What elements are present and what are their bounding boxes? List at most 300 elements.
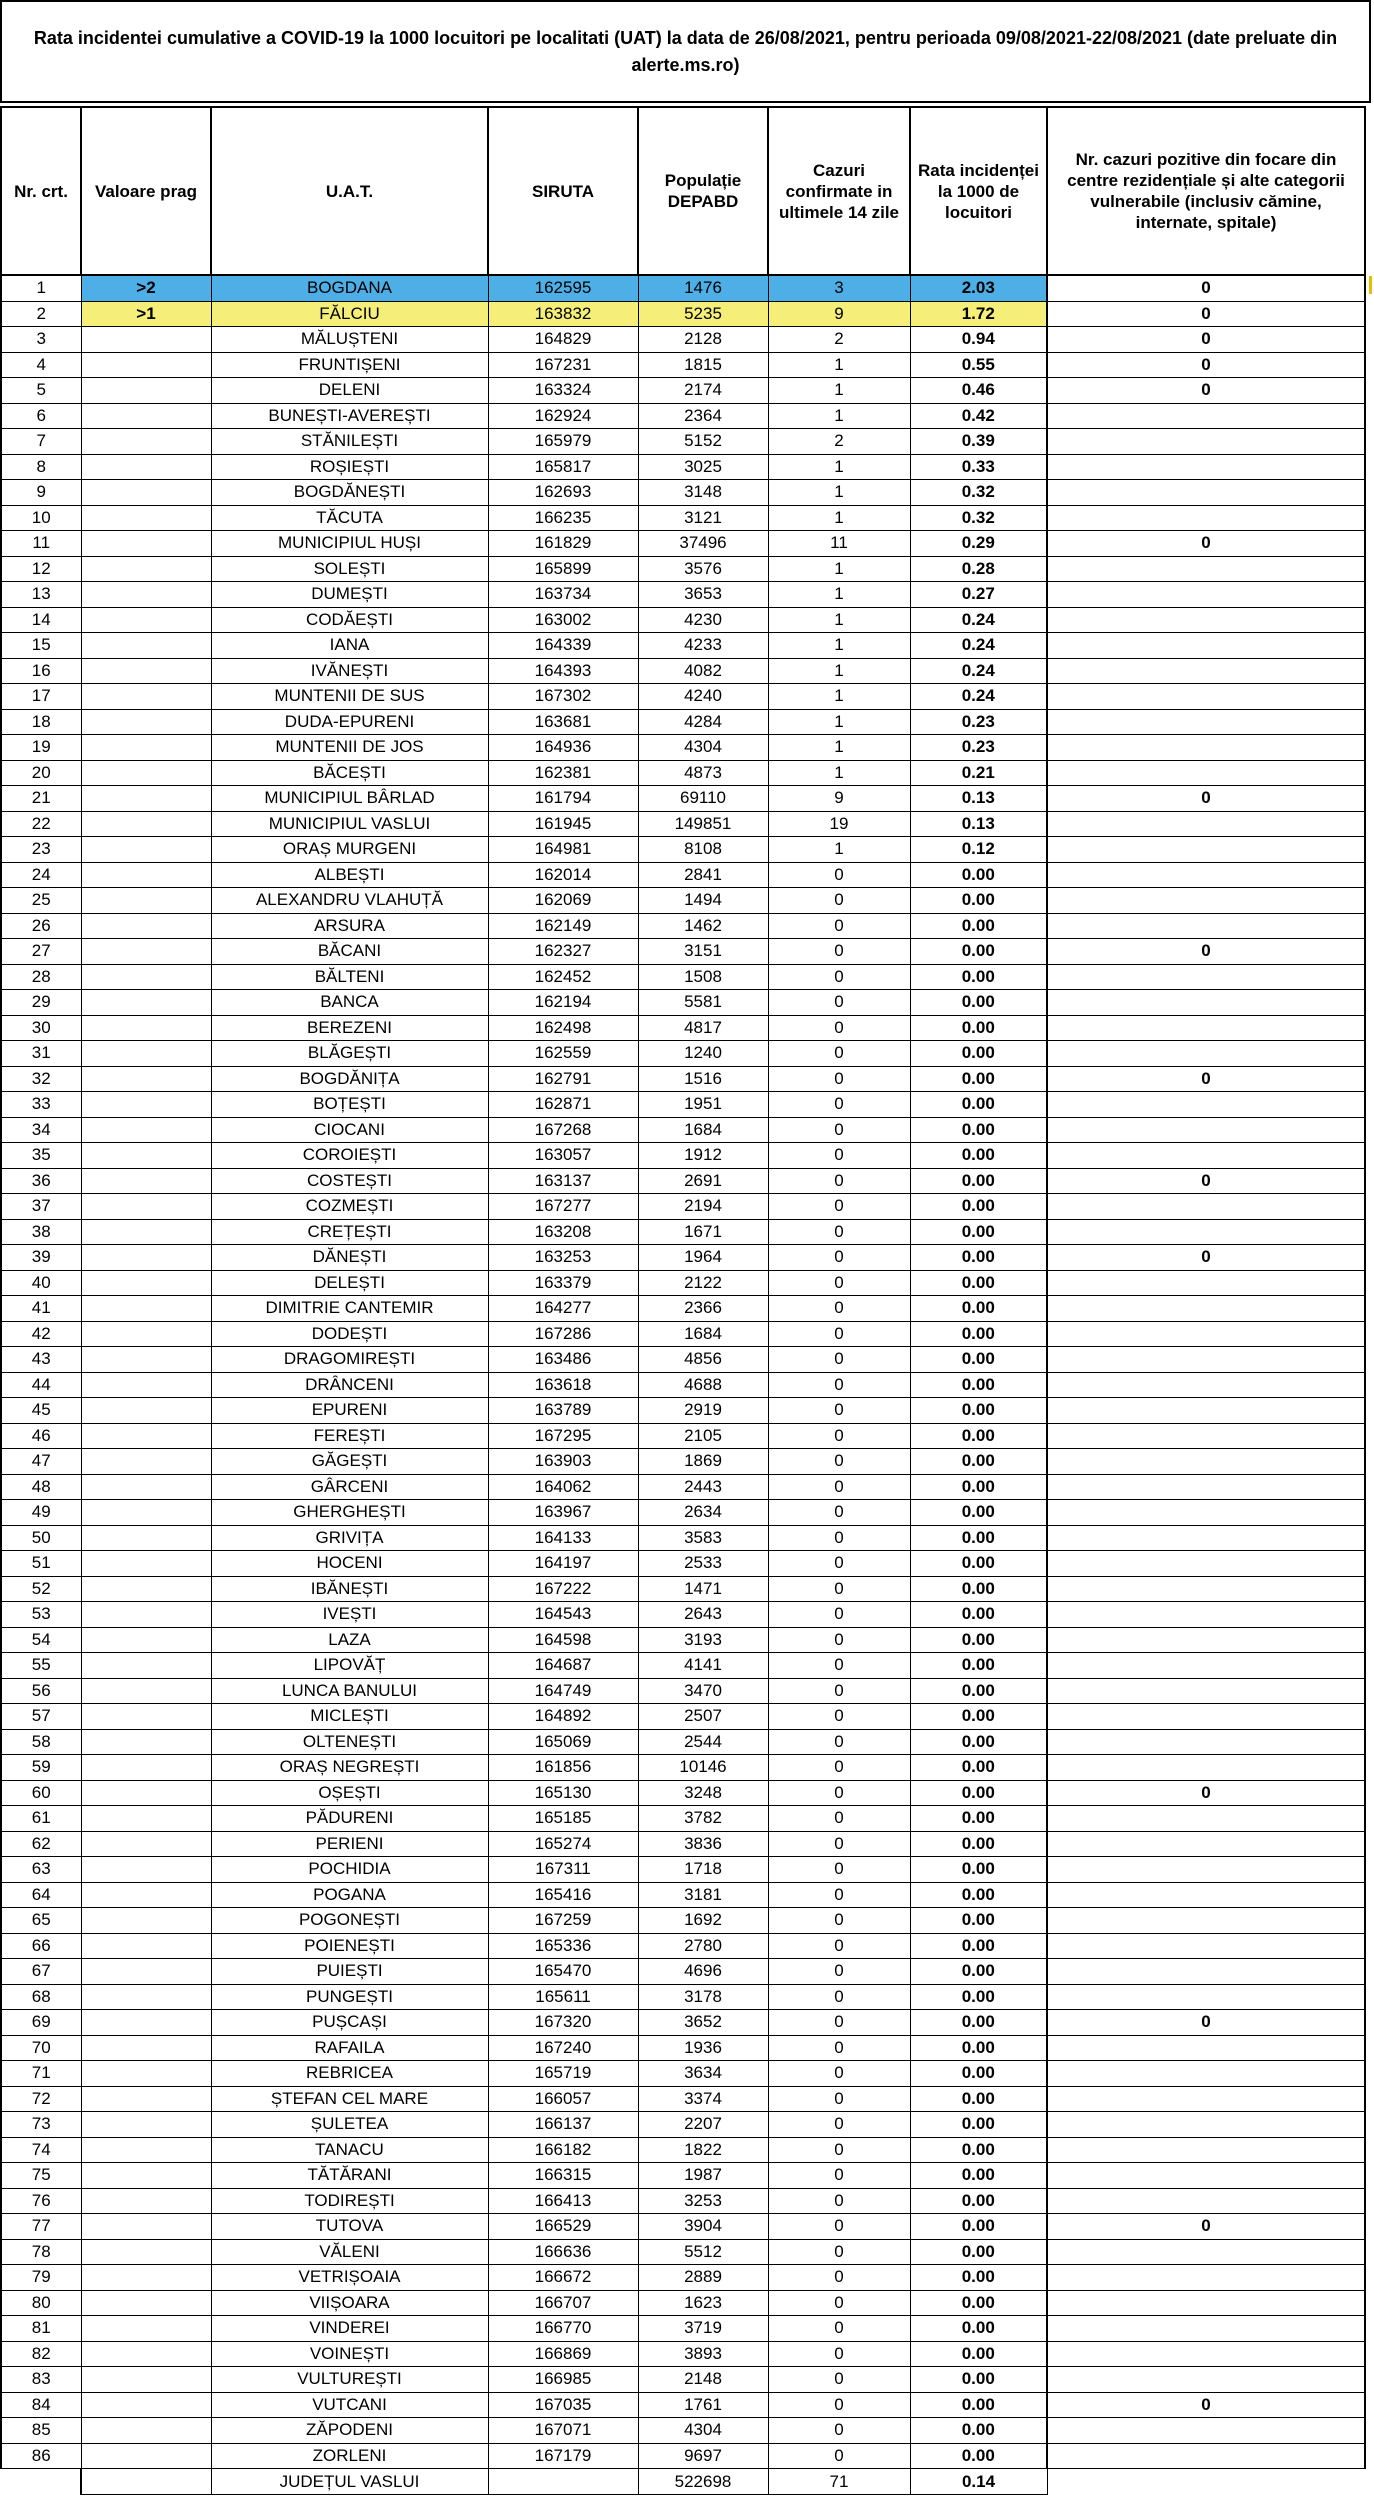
cell-nr[interactable]: 69 (1, 2010, 81, 2036)
cell-rata[interactable]: 0.00 (910, 862, 1047, 888)
cell-prag[interactable] (81, 760, 211, 786)
cell-nr[interactable]: 39 (1, 1245, 81, 1271)
cell-populatie[interactable]: 1684 (638, 1321, 768, 1347)
cell-nr[interactable]: 27 (1, 939, 81, 965)
cell-cazuri[interactable]: 0 (768, 2265, 910, 2291)
cell-rata[interactable]: 0.00 (910, 2188, 1047, 2214)
cell-rata[interactable]: 0.00 (910, 2367, 1047, 2393)
cell-rata[interactable]: 0.13 (910, 811, 1047, 837)
cell-prag[interactable] (81, 1576, 211, 1602)
cell-rata[interactable]: 0.00 (910, 1882, 1047, 1908)
cell-populatie[interactable]: 3181 (638, 1882, 768, 1908)
cell-nr[interactable]: 61 (1, 1806, 81, 1832)
cell-siruta[interactable]: 165416 (488, 1882, 638, 1908)
cell-focare[interactable] (1047, 964, 1365, 990)
cell-focare[interactable] (1047, 2061, 1365, 2087)
cell-nr[interactable]: 21 (1, 786, 81, 812)
cell-prag[interactable] (81, 709, 211, 735)
cell-cazuri[interactable]: 1 (768, 505, 910, 531)
cell-rata[interactable]: 0.39 (910, 429, 1047, 455)
cell-rata[interactable]: 0.00 (910, 2239, 1047, 2265)
cell-nr[interactable]: 31 (1, 1041, 81, 1067)
cell-focare[interactable] (1047, 480, 1365, 506)
cell-cazuri[interactable]: 0 (768, 1347, 910, 1373)
cell-populatie[interactable]: 2889 (638, 2265, 768, 2291)
cell-siruta[interactable]: 167071 (488, 2418, 638, 2444)
cell-uat[interactable]: IBĂNEȘTI (211, 1576, 488, 1602)
cell-focare[interactable] (1047, 1831, 1365, 1857)
cell-focare[interactable] (1047, 1882, 1365, 1908)
cell-nr[interactable]: 8 (1, 454, 81, 480)
cell-rata[interactable]: 0.00 (910, 913, 1047, 939)
cell-populatie[interactable]: 3025 (638, 454, 768, 480)
cell-uat[interactable]: BOȚEȘTI (211, 1092, 488, 1118)
cell-siruta[interactable]: 165899 (488, 556, 638, 582)
cell-populatie[interactable]: 3151 (638, 939, 768, 965)
cell-rata[interactable]: 0.00 (910, 2316, 1047, 2342)
cell-prag[interactable] (81, 1857, 211, 1883)
cell-uat[interactable]: ȘULETEA (211, 2112, 488, 2138)
cell-nr[interactable]: 56 (1, 1678, 81, 1704)
cell-prag[interactable] (81, 1678, 211, 1704)
cell-rata[interactable]: 0.32 (910, 505, 1047, 531)
cell-prag[interactable] (81, 1449, 211, 1475)
cell-prag[interactable] (81, 2163, 211, 2189)
cell-focare[interactable] (1047, 1806, 1365, 1832)
cell-cazuri[interactable]: 0 (768, 913, 910, 939)
cell-prag[interactable] (81, 2265, 211, 2291)
cell-populatie[interactable]: 3193 (638, 1627, 768, 1653)
cell-prag[interactable] (81, 1831, 211, 1857)
cell-focare[interactable] (1047, 2239, 1365, 2265)
cell-nr[interactable]: 66 (1, 1933, 81, 1959)
cell-focare[interactable]: 0 (1047, 2392, 1365, 2418)
cell-nr[interactable]: 7 (1, 429, 81, 455)
cell-cazuri[interactable]: 19 (768, 811, 910, 837)
cell-prag[interactable] (81, 786, 211, 812)
total-label[interactable]: JUDEȚUL VASLUI (211, 2469, 488, 2495)
cell-focare[interactable] (1047, 429, 1365, 455)
cell-focare[interactable] (1047, 1270, 1365, 1296)
cell-cazuri[interactable]: 0 (768, 2010, 910, 2036)
cell-focare[interactable] (1047, 1959, 1365, 1985)
cell-siruta[interactable]: 164981 (488, 837, 638, 863)
cell-rata[interactable]: 0.28 (910, 556, 1047, 582)
cell-siruta[interactable]: 165817 (488, 454, 638, 480)
cell-populatie[interactable]: 4817 (638, 1015, 768, 1041)
cell-focare[interactable] (1047, 2290, 1365, 2316)
cell-rata[interactable]: 0.00 (910, 2061, 1047, 2087)
cell-uat[interactable]: POGANA (211, 1882, 488, 1908)
cell-rata[interactable]: 0.00 (910, 1551, 1047, 1577)
cell-uat[interactable]: REBRICEA (211, 2061, 488, 2087)
cell-uat[interactable]: LIPOVĂȚ (211, 1653, 488, 1679)
cell-nr[interactable]: 9 (1, 480, 81, 506)
cell-uat[interactable]: VULTUREȘTI (211, 2367, 488, 2393)
cell-cazuri[interactable]: 0 (768, 1117, 910, 1143)
cell-cazuri[interactable]: 0 (768, 1984, 910, 2010)
cell-prag[interactable] (81, 1398, 211, 1424)
cell-populatie[interactable]: 3653 (638, 582, 768, 608)
cell-prag[interactable] (81, 429, 211, 455)
cell-cazuri[interactable]: 0 (768, 1066, 910, 1092)
cell-rata[interactable]: 0.00 (910, 1347, 1047, 1373)
cell-cazuri[interactable]: 3 (768, 275, 910, 301)
cell-prag[interactable] (81, 607, 211, 633)
cell-populatie[interactable]: 3178 (638, 1984, 768, 2010)
cell-focare[interactable] (1047, 633, 1365, 659)
cell-uat[interactable]: IVEȘTI (211, 1602, 488, 1628)
cell-rata[interactable]: 2.03 (910, 275, 1047, 301)
cell-populatie[interactable]: 3652 (638, 2010, 768, 2036)
cell-uat[interactable]: EPURENI (211, 1398, 488, 1424)
cell-cazuri[interactable]: 0 (768, 1831, 910, 1857)
cell-cazuri[interactable]: 0 (768, 1168, 910, 1194)
cell-nr[interactable]: 16 (1, 658, 81, 684)
cell-prag[interactable] (81, 2392, 211, 2418)
cell-siruta[interactable]: 162595 (488, 275, 638, 301)
cell-cazuri[interactable]: 0 (768, 1551, 910, 1577)
cell-nr[interactable]: 1 (1, 275, 81, 301)
cell-populatie[interactable]: 3470 (638, 1678, 768, 1704)
cell-siruta[interactable]: 165336 (488, 1933, 638, 1959)
cell-cazuri[interactable]: 0 (768, 1653, 910, 1679)
cell-focare[interactable] (1047, 709, 1365, 735)
cell-uat[interactable]: POIENEȘTI (211, 1933, 488, 1959)
cell-cazuri[interactable]: 0 (768, 1959, 910, 1985)
cell-cazuri[interactable]: 0 (768, 1602, 910, 1628)
cell-focare[interactable] (1047, 1474, 1365, 1500)
cell-prag[interactable] (81, 2239, 211, 2265)
cell-populatie[interactable]: 2207 (638, 2112, 768, 2138)
cell-populatie[interactable]: 3719 (638, 2316, 768, 2342)
cell-uat[interactable]: VINDEREI (211, 2316, 488, 2342)
cell-uat[interactable]: BLĂGEȘTI (211, 1041, 488, 1067)
cell-focare[interactable] (1047, 607, 1365, 633)
cell-siruta[interactable]: 166413 (488, 2188, 638, 2214)
cell-uat[interactable]: DRÂNCENI (211, 1372, 488, 1398)
cell-rata[interactable]: 0.00 (910, 1474, 1047, 1500)
cell-prag[interactable] (81, 1780, 211, 1806)
cell-prag[interactable] (81, 939, 211, 965)
cell-nr[interactable]: 14 (1, 607, 81, 633)
cell-uat[interactable]: BEREZENI (211, 1015, 488, 1041)
cell-prag[interactable] (81, 811, 211, 837)
cell-focare[interactable] (1047, 2137, 1365, 2163)
cell-uat[interactable]: PERIENI (211, 1831, 488, 1857)
cell-nr[interactable]: 76 (1, 2188, 81, 2214)
cell-focare[interactable]: 0 (1047, 352, 1365, 378)
cell-focare[interactable] (1047, 1602, 1365, 1628)
cell-prag[interactable] (81, 837, 211, 863)
cell-uat[interactable]: DELENI (211, 378, 488, 404)
cell-focare[interactable]: 0 (1047, 1780, 1365, 1806)
cell-populatie[interactable]: 2691 (638, 1168, 768, 1194)
cell-uat[interactable]: DUMEȘTI (211, 582, 488, 608)
cell-siruta[interactable]: 164277 (488, 1296, 638, 1322)
cell-prag[interactable] (81, 1653, 211, 1679)
cell-prag[interactable] (81, 1270, 211, 1296)
cell-cazuri[interactable]: 0 (768, 2290, 910, 2316)
cell-prag[interactable] (81, 2086, 211, 2112)
cell-populatie[interactable]: 4284 (638, 709, 768, 735)
cell-focare[interactable] (1047, 505, 1365, 531)
cell-siruta[interactable]: 167311 (488, 1857, 638, 1883)
cell-siruta[interactable]: 166636 (488, 2239, 638, 2265)
cell-nr[interactable]: 52 (1, 1576, 81, 1602)
cell-siruta[interactable]: 163379 (488, 1270, 638, 1296)
cell-siruta[interactable]: 163618 (488, 1372, 638, 1398)
cell-prag[interactable] (81, 2188, 211, 2214)
cell-siruta[interactable]: 164543 (488, 1602, 638, 1628)
cell-uat[interactable]: COSTEȘTI (211, 1168, 488, 1194)
cell-focare[interactable] (1047, 990, 1365, 1016)
cell-prag[interactable] (81, 2443, 211, 2469)
cell-nr[interactable]: 75 (1, 2163, 81, 2189)
cell-siruta[interactable]: 163832 (488, 301, 638, 327)
cell-rata[interactable]: 0.00 (910, 1143, 1047, 1169)
cell-populatie[interactable]: 2643 (638, 1602, 768, 1628)
cell-populatie[interactable]: 2634 (638, 1500, 768, 1526)
cell-uat[interactable]: DIMITRIE CANTEMIR (211, 1296, 488, 1322)
cell-prag[interactable] (81, 1959, 211, 1985)
cell-nr[interactable]: 20 (1, 760, 81, 786)
cell-uat[interactable]: ZORLENI (211, 2443, 488, 2469)
cell-nr[interactable]: 55 (1, 1653, 81, 1679)
cell-prag[interactable] (81, 735, 211, 761)
cell-cazuri[interactable]: 0 (768, 1372, 910, 1398)
cell-prag[interactable] (81, 1296, 211, 1322)
cell-rata[interactable]: 0.00 (910, 1984, 1047, 2010)
cell-rata[interactable]: 0.00 (910, 990, 1047, 1016)
cell-focare[interactable]: 0 (1047, 378, 1365, 404)
cell-populatie[interactable]: 3904 (638, 2214, 768, 2240)
cell-cazuri[interactable]: 1 (768, 607, 910, 633)
cell-siruta[interactable]: 167240 (488, 2035, 638, 2061)
cell-focare[interactable] (1047, 1576, 1365, 1602)
cell-cazuri[interactable]: 0 (768, 1219, 910, 1245)
cell-rata[interactable]: 0.00 (910, 1525, 1047, 1551)
cell-prag[interactable] (81, 1500, 211, 1526)
cell-siruta[interactable]: 166672 (488, 2265, 638, 2291)
cell-rata[interactable]: 0.13 (910, 786, 1047, 812)
cell-focare[interactable] (1047, 1372, 1365, 1398)
cell-cazuri[interactable]: 0 (768, 2443, 910, 2469)
cell-siruta[interactable]: 167302 (488, 684, 638, 710)
cell-uat[interactable]: BĂCANI (211, 939, 488, 965)
cell-cazuri[interactable]: 0 (768, 1041, 910, 1067)
cell-siruta[interactable]: 166182 (488, 2137, 638, 2163)
cell-prag[interactable] (81, 2290, 211, 2316)
cell-populatie[interactable]: 1240 (638, 1041, 768, 1067)
cell-populatie[interactable]: 3836 (638, 1831, 768, 1857)
cell-prag[interactable] (81, 403, 211, 429)
cell-nr[interactable]: 41 (1, 1296, 81, 1322)
cell-rata[interactable]: 0.00 (910, 939, 1047, 965)
cell-nr[interactable]: 81 (1, 2316, 81, 2342)
cell-focare[interactable] (1047, 2086, 1365, 2112)
cell-rata[interactable]: 0.00 (910, 1321, 1047, 1347)
cell-prag[interactable] (81, 378, 211, 404)
cell-uat[interactable]: PUȘCAȘI (211, 2010, 488, 2036)
cell-prag[interactable] (81, 1704, 211, 1730)
cell-siruta[interactable]: 162452 (488, 964, 638, 990)
cell-focare[interactable] (1047, 2188, 1365, 2214)
cell-siruta[interactable]: 162381 (488, 760, 638, 786)
cell-rata[interactable]: 0.00 (910, 1270, 1047, 1296)
cell-populatie[interactable]: 1494 (638, 888, 768, 914)
cell-populatie[interactable]: 3576 (638, 556, 768, 582)
cell-nr[interactable]: 59 (1, 1755, 81, 1781)
cell-cazuri[interactable]: 0 (768, 990, 910, 1016)
cell-cazuri[interactable]: 0 (768, 862, 910, 888)
cell-cazuri[interactable]: 1 (768, 378, 910, 404)
cell-siruta[interactable]: 167295 (488, 1423, 638, 1449)
cell-prag[interactable] (81, 2010, 211, 2036)
cell-focare[interactable] (1047, 1423, 1365, 1449)
cell-prag[interactable] (81, 2214, 211, 2240)
cell-populatie[interactable]: 3148 (638, 480, 768, 506)
cell-cazuri[interactable]: 0 (768, 1398, 910, 1424)
cell-focare[interactable] (1047, 403, 1365, 429)
cell-cazuri[interactable]: 1 (768, 633, 910, 659)
cell-prag[interactable] (81, 1525, 211, 1551)
cell-prag[interactable] (81, 1729, 211, 1755)
cell-uat[interactable]: MUNTENII DE JOS (211, 735, 488, 761)
cell-siruta[interactable]: 162871 (488, 1092, 638, 1118)
cell-populatie[interactable]: 2780 (638, 1933, 768, 1959)
cell-siruta[interactable]: 163681 (488, 709, 638, 735)
cell-cazuri[interactable]: 0 (768, 1296, 910, 1322)
cell-nr[interactable]: 85 (1, 2418, 81, 2444)
cell-siruta[interactable]: 163967 (488, 1500, 638, 1526)
cell-prag[interactable] (81, 684, 211, 710)
cell-cazuri[interactable]: 0 (768, 1882, 910, 1908)
cell-rata[interactable]: 0.00 (910, 2418, 1047, 2444)
cell-nr[interactable]: 82 (1, 2341, 81, 2367)
cell-populatie[interactable]: 4873 (638, 760, 768, 786)
cell-populatie[interactable]: 10146 (638, 1755, 768, 1781)
cell-rata[interactable]: 0.00 (910, 2341, 1047, 2367)
cell-cazuri[interactable]: 0 (768, 1704, 910, 1730)
cell-cazuri[interactable]: 0 (768, 1678, 910, 1704)
cell-nr[interactable]: 86 (1, 2443, 81, 2469)
cell-prag[interactable] (81, 1347, 211, 1373)
cell-uat[interactable]: DRAGOMIREȘTI (211, 1347, 488, 1373)
cell-siruta[interactable]: 164062 (488, 1474, 638, 1500)
cell-rata[interactable]: 0.00 (910, 964, 1047, 990)
cell-populatie[interactable]: 1508 (638, 964, 768, 990)
cell-nr[interactable]: 15 (1, 633, 81, 659)
cell-uat[interactable]: SOLEȘTI (211, 556, 488, 582)
cell-populatie[interactable]: 2366 (638, 1296, 768, 1322)
cell-nr[interactable]: 40 (1, 1270, 81, 1296)
cell-nr[interactable]: 65 (1, 1908, 81, 1934)
cell-rata[interactable]: 0.21 (910, 760, 1047, 786)
cell-nr[interactable]: 24 (1, 862, 81, 888)
cell-cazuri[interactable]: 1 (768, 352, 910, 378)
cell-rata[interactable]: 0.00 (910, 2290, 1047, 2316)
cell-prag[interactable] (81, 888, 211, 914)
cell-prag[interactable] (81, 454, 211, 480)
cell-siruta[interactable]: 163486 (488, 1347, 638, 1373)
cell-cazuri[interactable]: 0 (768, 1525, 910, 1551)
cell-focare[interactable] (1047, 1500, 1365, 1526)
cell-focare[interactable] (1047, 811, 1365, 837)
cell-uat[interactable]: CREȚEȘTI (211, 1219, 488, 1245)
cell-rata[interactable]: 0.24 (910, 607, 1047, 633)
cell-uat[interactable]: POGONEȘTI (211, 1908, 488, 1934)
cell-cazuri[interactable]: 0 (768, 2367, 910, 2393)
cell-populatie[interactable]: 4856 (638, 1347, 768, 1373)
cell-cazuri[interactable]: 0 (768, 1857, 910, 1883)
cell-cazuri[interactable]: 11 (768, 531, 910, 557)
cell-nr[interactable]: 37 (1, 1194, 81, 1220)
cell-siruta[interactable]: 161945 (488, 811, 638, 837)
cell-prag[interactable] (81, 531, 211, 557)
cell-nr[interactable]: 35 (1, 1143, 81, 1169)
cell-cazuri[interactable]: 0 (768, 1194, 910, 1220)
cell-rata[interactable]: 0.23 (910, 709, 1047, 735)
cell-cazuri[interactable]: 0 (768, 1474, 910, 1500)
cell-focare[interactable] (1047, 2316, 1365, 2342)
cell-prag[interactable] (81, 1882, 211, 1908)
cell-uat[interactable]: POCHIDIA (211, 1857, 488, 1883)
cell-uat[interactable]: BUNEȘTI-AVEREȘTI (211, 403, 488, 429)
cell-cazuri[interactable]: 0 (768, 2316, 910, 2342)
cell-cazuri[interactable]: 0 (768, 888, 910, 914)
cell-uat[interactable]: IANA (211, 633, 488, 659)
cell-rata[interactable]: 0.00 (910, 1933, 1047, 1959)
cell-cazuri[interactable]: 0 (768, 1245, 910, 1271)
cell-focare[interactable] (1047, 913, 1365, 939)
cell-nr[interactable]: 72 (1, 2086, 81, 2112)
cell-rata[interactable]: 0.94 (910, 327, 1047, 353)
cell-prag[interactable] (81, 582, 211, 608)
cell-uat[interactable]: DUDA-EPURENI (211, 709, 488, 735)
cell-siruta[interactable]: 162014 (488, 862, 638, 888)
cell-populatie[interactable]: 4696 (638, 1959, 768, 1985)
cell-nr[interactable]: 54 (1, 1627, 81, 1653)
cell-cazuri[interactable]: 0 (768, 1270, 910, 1296)
cell-populatie[interactable]: 1869 (638, 1449, 768, 1475)
cell-cazuri[interactable]: 1 (768, 760, 910, 786)
cell-cazuri[interactable]: 1 (768, 684, 910, 710)
cell-populatie[interactable]: 1671 (638, 1219, 768, 1245)
cell-uat[interactable]: VĂLENI (211, 2239, 488, 2265)
cell-focare[interactable] (1047, 2367, 1365, 2393)
cell-siruta[interactable]: 167179 (488, 2443, 638, 2469)
cell-focare[interactable]: 0 (1047, 1245, 1365, 1271)
cell-populatie[interactable]: 1822 (638, 2137, 768, 2163)
cell-rata[interactable]: 0.00 (910, 2214, 1047, 2240)
cell-rata[interactable]: 0.00 (910, 1780, 1047, 1806)
cell-populatie[interactable]: 3121 (638, 505, 768, 531)
cell-focare[interactable] (1047, 2265, 1365, 2291)
cell-rata[interactable]: 0.00 (910, 1678, 1047, 1704)
cell-populatie[interactable]: 2194 (638, 1194, 768, 1220)
cell-focare[interactable] (1047, 1398, 1365, 1424)
cell-nr[interactable]: 18 (1, 709, 81, 735)
cell-prag[interactable] (81, 1806, 211, 1832)
cell-rata[interactable]: 0.00 (910, 1602, 1047, 1628)
cell-focare[interactable] (1047, 1933, 1365, 1959)
cell-focare[interactable] (1047, 658, 1365, 684)
cell-prag[interactable] (81, 2061, 211, 2087)
cell-rata[interactable]: 0.00 (910, 1627, 1047, 1653)
cell-nr[interactable]: 45 (1, 1398, 81, 1424)
cell-populatie[interactable]: 2841 (638, 862, 768, 888)
